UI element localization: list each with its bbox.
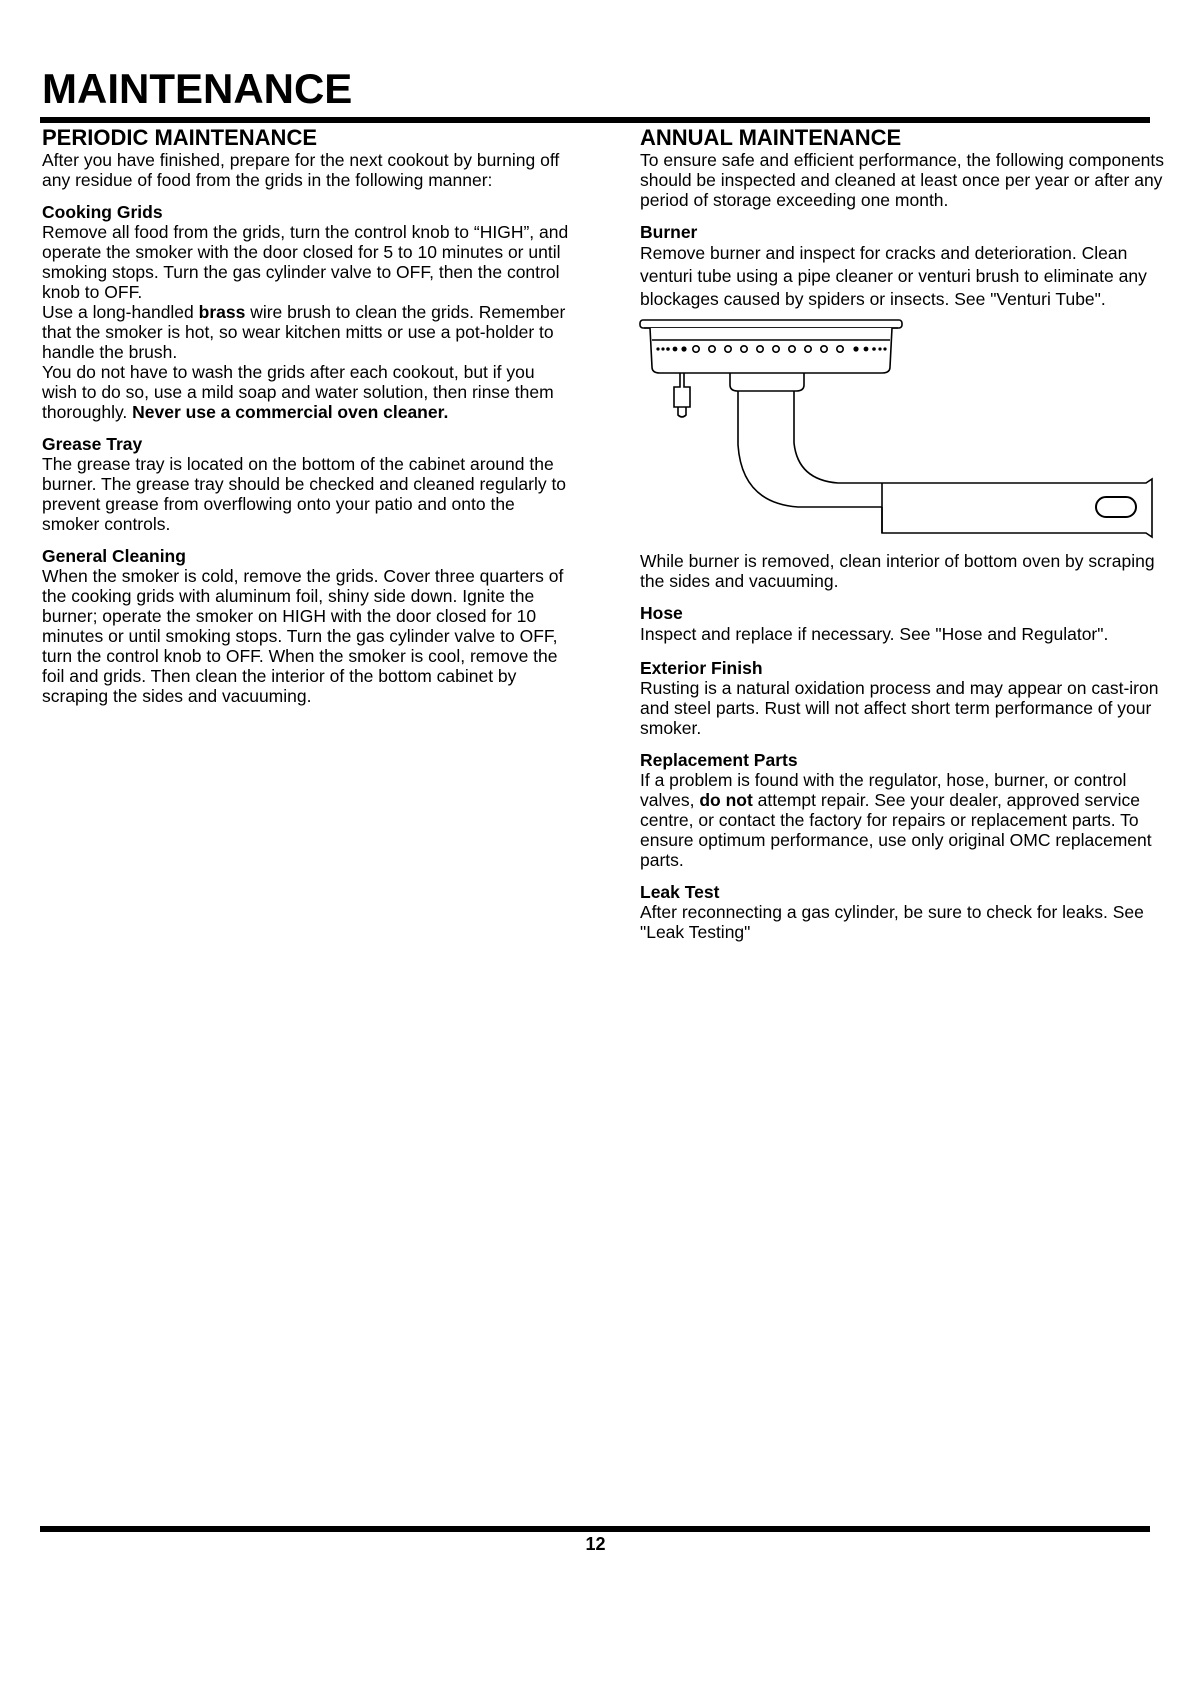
replacement-parts-end: attempt repair. See your dealer, approved service centre, or contact the factory for repairs or replacement parts. To ensure optimum performance, use only original OMC replacement parts. (640, 790, 1152, 871)
brass-emphasis: brass (198, 302, 246, 323)
annual-maintenance-column (640, 124, 1170, 942)
exterior-finish-heading: Exterior Finish (640, 658, 763, 679)
hose-paragraph: Inspect and replace if necessary. See "Hose and Regulator". (640, 624, 1109, 645)
oven-cleaner-warning: Never use a commercial oven cleaner. (132, 402, 449, 423)
air-shutter-slot (1096, 497, 1136, 517)
annual-maintenance-title: ANNUAL MAINTENANCE (640, 125, 902, 150)
leak-test-paragraph: After reconnecting a gas cylinder, be sure to check for leaks. See "Leak Testing" (640, 902, 1144, 943)
burner-neck (730, 373, 804, 391)
burner-removed-paragraph: While burner is removed, clean interior of bottom oven by scraping the sides and vacuuming. (640, 551, 1155, 592)
replacement-parts-paragraph (640, 770, 1170, 870)
cooking-grids-paragraph-2 (42, 302, 572, 362)
ignitor-post (674, 373, 690, 407)
general-cleaning-paragraph: When the smoker is cold, remove the grids. Cover three quarters of the cooking grids with aluminum foil, shiny side down. Ignite the burner; operate the smoker on HIGH with the door closed for 10 minutes or until smoking stops. Turn the gas cylinder valve to OFF, turn the control knob to OFF. When the smoker is cool, remove the foil and grids. Then clean the interior of the bottom cabinet by scraping the sides and vacuuming. (42, 566, 564, 707)
ignitor-tip (678, 407, 686, 417)
periodic-maintenance-column (42, 124, 572, 706)
periodic-intro: After you have finished, prepare for the next cookout by burning off any residue of food from the grids in the following manner: (42, 150, 560, 191)
cooking-grids-heading: Cooking Grids (42, 202, 163, 223)
cooking-grids-p2-start: Use a long-handled (42, 302, 199, 323)
burner-cap (640, 320, 902, 328)
cooking-grids-p2-end: wire brush to clean the grids. Remember that the smoker is hot, so wear kitchen mitts or use a pot-holder to handle the brush. (42, 302, 566, 363)
cooking-grids-paragraph-3 (42, 362, 572, 422)
grease-tray-heading: Grease Tray (42, 434, 143, 455)
burner-heading: Burner (640, 222, 698, 243)
burner-paragraph: Remove burner and inspect for cracks and deterioration. Clean venturi tube using a pipe cleaner or venturi brush to eliminate any blockages caused by spiders or insects. See "Venturi Tube". (640, 243, 1147, 310)
venturi-elbow (738, 391, 882, 507)
page-title: MAINTENANCE (42, 65, 353, 112)
general-cleaning-heading: General Cleaning (42, 546, 186, 567)
header-divider (40, 117, 1150, 123)
cooking-grids-paragraph-1: Remove all food from the grids, turn the control knob to “HIGH”, and operate the smoker with the door closed for 5 to 10 minutes or until smoking stops. Turn the gas cylinder valve to OFF, then the control knob to OFF. (42, 222, 569, 303)
replacement-parts-heading: Replacement Parts (640, 750, 798, 771)
do-not-emphasis: do not (699, 790, 753, 811)
hose-heading: Hose (640, 603, 683, 624)
burner-illustration (638, 315, 1158, 551)
footer-divider (40, 1526, 1150, 1532)
replacement-parts-start: If a problem is found with the regulator, hose, burner, or control valves, (640, 770, 1127, 811)
leak-test-heading: Leak Test (640, 882, 720, 903)
page-number: 12 (585, 1534, 606, 1554)
periodic-maintenance-title: PERIODIC MAINTENANCE (42, 125, 318, 150)
grease-tray-paragraph: The grease tray is located on the bottom of the cabinet around the burner. The grease tray should be checked and cleaned regularly to prevent grease from overflowing onto your patio and onto the smoker controls. (42, 454, 567, 535)
exterior-finish-paragraph: Rusting is a natural oxidation process and may appear on cast-iron and steel parts. Rust will not affect short term performance of your smoker. (640, 678, 1159, 739)
cooking-grids-p3-start: You do not have to wash the grids after each cookout, but if you wish to do so, use a mild soap and water solution, then rinse them thoroughly. (42, 362, 554, 423)
annual-intro: To ensure safe and efficient performance, the following components should be inspected and cleaned at least once per year or after any period of storage exceeding one month. (640, 150, 1165, 211)
